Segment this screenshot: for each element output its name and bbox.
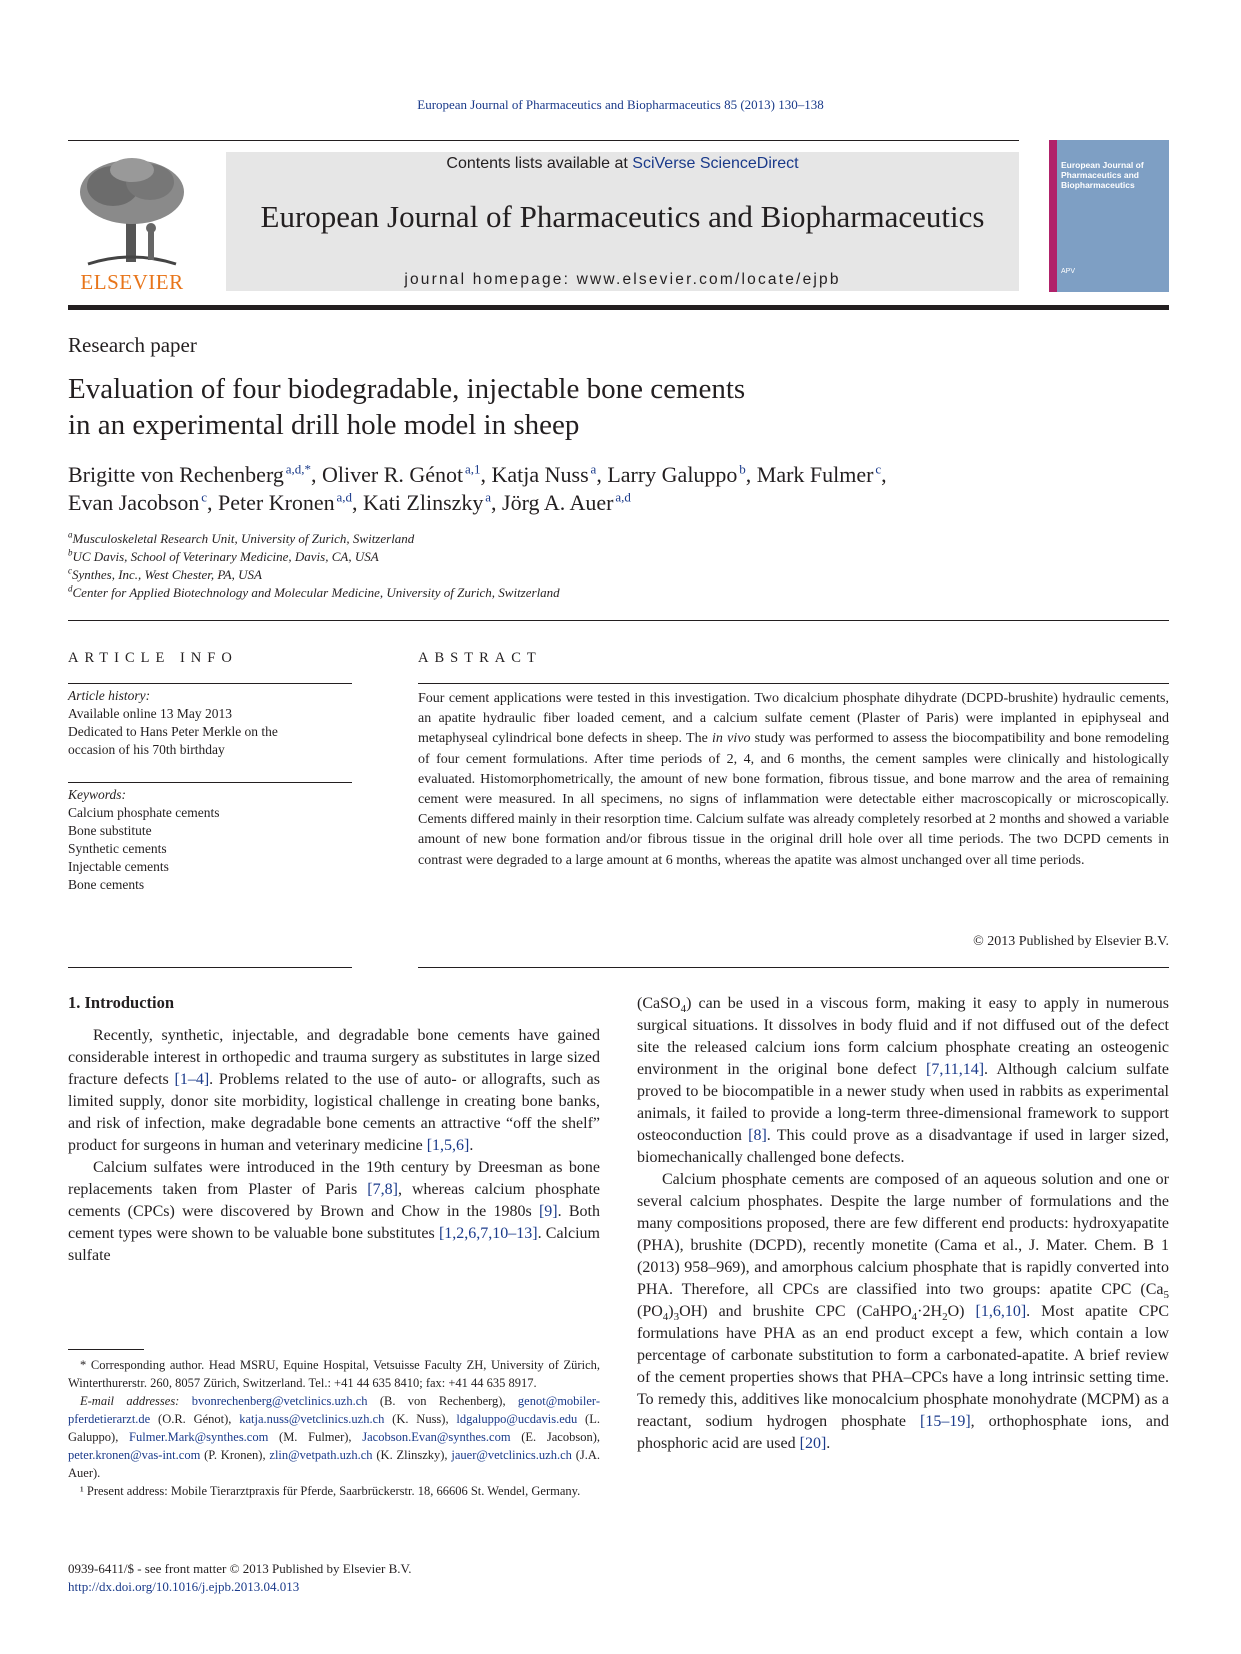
email-link[interactable]: ldgaluppo@ucdavis.edu xyxy=(456,1412,578,1426)
section-heading: 1. Introduction xyxy=(68,993,175,1012)
author[interactable]: Jörg A. Auer $^{a,d}$ xyxy=(502,489,631,515)
affiliation: $^d$Center for Applied Biotechnology and Molecular Medicine, University of Zurich, Switzerland xyxy=(68,583,560,600)
journal-name: European Journal of Pharmaceutics and Biopharmaceutics xyxy=(260,199,985,234)
affiliation: $^c$Synthes, Inc., West Chester, PA, USA xyxy=(68,565,262,582)
keyword: Synthetic cements xyxy=(68,841,167,856)
present-address-note: ¹ Present address: Mobile Tierarztpraxis für Pferde, Saarbrückerstr. 18, 66606 St. Wendel, Germany. xyxy=(80,1484,581,1498)
reference-link[interactable]: [1,6,10] xyxy=(975,1303,1027,1320)
email-addresses: E-mail addresses: bvonrechenberg@vetclinics.uzh.ch (B. von Rechenberg), genot@mobiler-pferdetierarzt.de (O.R. Génot), katja.nuss@vetclinics.uzh.ch (K. Nuss), ldgaluppo@ucdavis.edu (L. Galuppo), Fulmer.Mark@synthes.com (M. Fulmer), Jacobson.Evan@synthes.com (E. Jacobson), peter.kronen@vas-int.com (P. Kronen), zlin@vetpath.uzh.ch (K. Zlinszky), jauer@vetclinics.uzh.ch (J.A. Auer). xyxy=(68,1394,600,1480)
front-matter-note xyxy=(68,1560,412,1596)
abstract-text: Four cement applications were tested in this investigation. Two dicalcium phosphate dihydrate (DCPD-brushite) hydraulic cements, an apatite hydraulic fiber loaded cement, and a calcium sulfate cement (Plaster of Paris) were implanted in epiphyseal and metaphyseal cylindrical bone defects in sheep. The in vivo study was performed to assess the biocompatibility and bone remodeling of four cement formulations. After time periods of 2, 4, and 6 months, the cement samples were clinically and histologically evaluated. Histomorphometrically, the amount of new bone formation, fibrous tissue, and bone marrow and the area of remaining cement were measured. In all specimens, no signs of inflammation were detectable either macroscopically or microscopically. Cements differed mainly in their resorption time. Calcium sulfate was already completely resorbed at 2 months and showed a variable amount of new bone formation and/or fibrous tissue in the original drill hole over all time periods. The two DCPD cements in contrast were degraded to a large amount at 6 months, whereas the apatite was almost unchanged over all time periods. xyxy=(418,691,1170,868)
elsevier-logo[interactable] xyxy=(68,152,196,292)
doi-link[interactable]: http://dx.doi.org/10.1016/j.ejpb.2013.04.013 xyxy=(68,1579,300,1594)
footnotes xyxy=(68,1356,600,1500)
keyword: Bone substitute xyxy=(68,823,152,838)
keywords xyxy=(68,786,358,894)
history-line: Dedicated to Hans Peter Merkle on the xyxy=(68,724,278,739)
paragraph: Calcium sulfates were introduced in the 19th century by Dreesman as bone replacements taken from Plaster of Paris [7,8], whereas calcium phosphate cements (CPCs) were discovered by Brown and Chow in the 1980s [9]. Both cement types were shown to be valuable bone substitutes [1,2,6,7,10–13]. Calcium sulfate xyxy=(68,1159,600,1264)
email-link[interactable]: genot@mobiler-pferdetierarzt.de xyxy=(68,1394,600,1426)
paragraph: Recently, synthetic, injectable, and degradable bone cements have gained considerable interest in orthopedic and trauma surgery as substitutes in large sized fracture defects [1–4]. Problems related to the use of auto- or allografts, such as limited supply, donor site morbidity, logistical challenge in creating bone banks, and risk of infection, make degradable bone cements an attractive “off the shelf” product for surgeons in human and veterinary medicine [1,5,6]. xyxy=(68,1027,600,1154)
cover-title: European Journal of Pharmaceutics and Biopharmaceutics xyxy=(1061,160,1144,190)
contents-available-line xyxy=(226,155,1019,173)
reference-link[interactable]: [1,5,6] xyxy=(426,1137,470,1154)
author[interactable]: Oliver R. Génot $^{a,1}$ xyxy=(322,461,481,487)
paragraph: (CaSO$_4$) can be used in a viscous form, making it easy to apply in numerous surgical situations. It dissolves in body fluid and if not diffused out of the defect site the released calcium ions form calcium phosphate creating an osteogenic environment in the original bone defect [7,11,14]. Although calcium sulfate proved to be biocompatible in a newer study when used in rabbits as experimental animals, it failed to provide a long-term three-dimensional framework to support osteoconduction [8]. This could prove as a disadvantage if used in larger sized, biomechanically challenged bone defects. xyxy=(637,995,1169,1166)
reference-link[interactable]: [7,11,14] xyxy=(925,1061,985,1078)
author[interactable]: Peter Kronen $^{a,d}$ xyxy=(217,489,353,515)
reference-link[interactable]: [8] xyxy=(748,1127,767,1144)
article-title xyxy=(68,371,968,443)
title-line-1: Evaluation of four biodegradable, injectable bone cements xyxy=(68,373,746,405)
elsevier-tree-icon xyxy=(68,152,196,270)
reference-link[interactable]: [15–19] xyxy=(919,1413,971,1430)
body-column-right xyxy=(637,993,1169,1455)
abstract-rule xyxy=(418,967,1169,968)
journal-cover-image[interactable] xyxy=(1049,140,1169,292)
cover-logo: APV xyxy=(1061,268,1076,275)
affiliation: $^a$Musculoskeletal Research Unit, University of Zurich, Switzerland xyxy=(68,529,415,546)
masthead-top-rule xyxy=(68,140,1019,141)
journal-citation[interactable]: European Journal of Pharmaceutics and Biopharmaceutics 85 (2013) 130–138 xyxy=(417,97,824,112)
article-history xyxy=(68,687,358,759)
history-line: Available online 13 May 2013 xyxy=(68,706,232,721)
sciencedirect-link[interactable]: SciVerse ScienceDirect xyxy=(632,155,799,172)
article-info-heading: ARTICLE INFO xyxy=(68,650,238,666)
affiliations xyxy=(68,530,1068,602)
email-link[interactable]: zlin@vetpath.uzh.ch xyxy=(269,1448,373,1462)
article-info-rule xyxy=(68,782,352,783)
reference-link[interactable]: [20] xyxy=(799,1435,827,1452)
body-column-left xyxy=(68,1025,600,1267)
email-link[interactable]: Fulmer.Mark@synthes.com xyxy=(129,1430,269,1444)
reference-link[interactable]: [1–4] xyxy=(174,1071,210,1088)
author[interactable]: Brigitte von Rechenberg $^{a,d,*}$ xyxy=(68,461,311,487)
title-line-2: in an experimental drill hole model in sheep xyxy=(68,409,580,441)
contents-prefix: Contents lists available at xyxy=(446,155,633,172)
journal-homepage-link[interactable]: journal homepage: www.elsevier.com/locate/ejpb xyxy=(404,271,841,288)
keyword: Bone cements xyxy=(68,877,145,892)
footnote-rule xyxy=(68,1349,144,1350)
email-link[interactable]: peter.kronen@vas-int.com xyxy=(68,1448,201,1462)
keywords-label: Keywords: xyxy=(68,787,126,802)
issn-line: 0939-6411/$ - see front matter © 2013 Published by Elsevier B.V. xyxy=(68,1561,412,1576)
reference-link[interactable]: [1,2,6,7,10–13] xyxy=(438,1225,538,1242)
reference-link[interactable]: [9] xyxy=(538,1203,558,1220)
email-link[interactable]: Jacobson.Evan@synthes.com xyxy=(362,1430,511,1444)
author[interactable]: Kati Zlinszky $^a$ xyxy=(363,489,492,515)
author[interactable]: Katja Nuss $^a$ xyxy=(491,461,597,487)
article-type: Research paper xyxy=(68,333,197,357)
author[interactable]: Evan Jacobson $^c$ xyxy=(68,489,207,515)
reference-link[interactable]: [7,8] xyxy=(367,1181,398,1198)
author[interactable]: Larry Galuppo $^b$ xyxy=(607,461,746,487)
cover-accent-bar xyxy=(1049,140,1057,292)
article-info-rule xyxy=(68,967,352,968)
corresponding-author-note: * Corresponding author. Head MSRU, Equine Hospital, Vetsuisse Faculty ZH, University of Zürich, Winterthurerstr. 260, 8057 Zürich, Switzerland. Tel.: +41 44 635 8410; fax: +41 44 635 8917. xyxy=(68,1358,600,1390)
elsevier-wordmark: ELSEVIER xyxy=(80,270,184,294)
email-link[interactable]: jauer@vetclinics.uzh.ch xyxy=(451,1448,572,1462)
email-link[interactable]: bvonrechenberg@vetclinics.uzh.ch xyxy=(191,1394,368,1408)
email-link[interactable]: katja.nuss@vetclinics.uzh.ch xyxy=(239,1412,385,1426)
keyword: Injectable cements xyxy=(68,859,169,874)
author-list: Brigitte von Rechenberg $^{a,d,*}$, Oliver R. Génot $^{a,1}$, Katja Nuss $^a$, Larry Galuppo $^b$, Mark Fulmer $^c$, Evan Jacobson $^c$, Peter Kronen $^{a,d}$, Kati Zlinszky $^a$, Jörg A. Auer $^{a,d}$ xyxy=(68,461,887,515)
abstract-rule xyxy=(418,683,1169,684)
author[interactable]: Mark Fulmer $^c$ xyxy=(756,461,882,487)
abstract-copyright: © 2013 Published by Elsevier B.V. xyxy=(973,934,1169,949)
affiliation: $^b$UC Davis, School of Veterinary Medicine, Davis, CA, USA xyxy=(68,547,379,564)
masthead-bottom-rule xyxy=(68,305,1169,310)
history-label: Article history: xyxy=(68,688,151,703)
keyword: Calcium phosphate cements xyxy=(68,805,220,820)
history-line: occasion of his 70th birthday xyxy=(68,742,225,757)
article-info-rule xyxy=(68,683,352,684)
header-rule xyxy=(68,620,1169,621)
abstract-heading: ABSTRACT xyxy=(418,650,542,666)
paragraph: Calcium phosphate cements are composed of an aqueous solution and one or several calcium phosphates. Despite the large number of formulations and the many compositions proposed, there are few different end products: hydroxyapatite (PHA), brushite (DCPD), recently monetite (Cama et al., J. Mater. Chem. B 1 (2013) 958–969), and amorphous calcium phosphate that is rapidly converted into PHA. Therefore, all CPCs are classified into two groups: apatite CPC ($Ca_5$ $(PO_4)_3OH$) and brushite CPC $(CaHPO_4\cdot 2H_2O)$ [1,6,10]. Most apatite CPC formulations have PHA as an end product except a few, which contain a low percentage of carbonate substitution to form a carbonated-apatite. A brief review of the cement properties shows that PHA–CPCs have a long intrinsic setting time. To remedy this, additives like monocalcium phosphate monohydrate (MCPM) as a reactant, sodium hydrogen phosphate [15–19], orthophosphate ions, and phosphoric acid are used [20]. xyxy=(637,1171,1170,1452)
